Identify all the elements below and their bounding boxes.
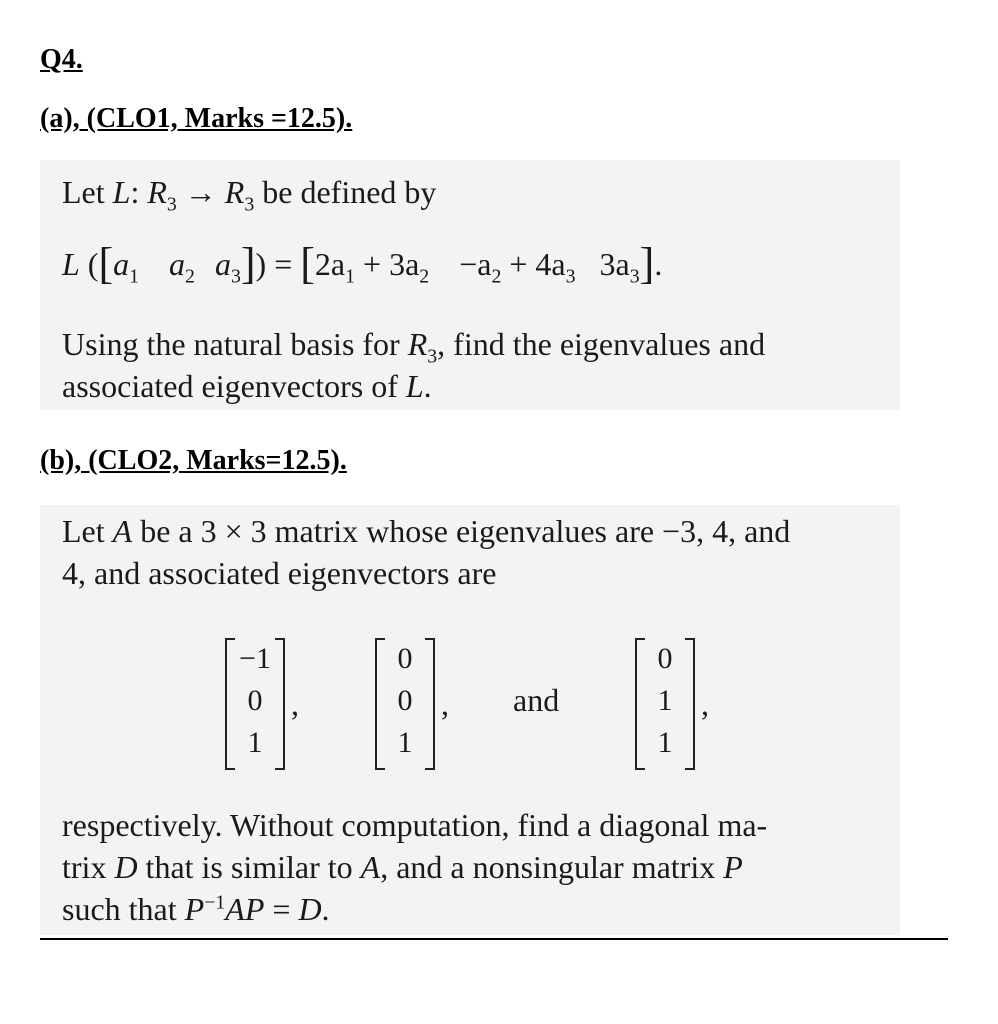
vector-entry: 1 xyxy=(247,726,263,759)
part-b-line-4 xyxy=(62,849,743,886)
term: −a xyxy=(459,246,492,282)
right-bracket xyxy=(425,638,435,770)
eigenvector-2 xyxy=(375,638,435,768)
symbol-A: A xyxy=(360,849,381,885)
text: : xyxy=(130,174,148,210)
vector-entry: 0 xyxy=(397,642,413,675)
term: + 4a xyxy=(501,246,566,282)
text: be a 3 × 3 matrix whose eigenvalues are −3, 4, and xyxy=(132,513,791,549)
term: 2a xyxy=(314,246,346,282)
equals: = xyxy=(264,891,299,927)
subscript: 3 xyxy=(427,345,438,368)
var: a xyxy=(214,246,231,282)
equals: = xyxy=(266,246,301,282)
subscript: 1 xyxy=(129,265,140,288)
part-a-panel xyxy=(40,160,900,410)
bracket: ] xyxy=(639,239,655,288)
vector-entry: −1 xyxy=(239,642,271,675)
part-a-line-4 xyxy=(62,368,432,405)
subscript: 1 xyxy=(345,265,356,288)
var: a xyxy=(169,246,186,282)
right-bracket xyxy=(275,638,285,770)
bracket: [ xyxy=(300,239,315,288)
term: + 3a xyxy=(355,246,420,282)
part-a-line-3 xyxy=(62,326,765,368)
part-b-line-5 xyxy=(62,891,330,928)
part-b-panel xyxy=(40,505,900,935)
var: a xyxy=(113,246,130,282)
comma: , xyxy=(441,686,449,722)
vector-entry: 1 xyxy=(657,726,673,759)
symbol-L: L xyxy=(405,368,424,404)
part-a-heading: (a), (CLO1, Marks =12.5). xyxy=(40,103,353,134)
symbol-D: D xyxy=(114,849,138,885)
part-a-line-1 xyxy=(62,174,436,216)
comma: , xyxy=(291,686,299,722)
symbol-R: R xyxy=(407,326,428,362)
period: . xyxy=(654,246,663,282)
symbol-L: L xyxy=(112,174,131,210)
vector-entry: 1 xyxy=(397,726,413,759)
paren: ( xyxy=(79,246,99,282)
text: Using the natural basis for xyxy=(62,326,408,362)
part-a-equation xyxy=(62,239,663,288)
bracket: [ xyxy=(98,239,114,288)
text: be defined by xyxy=(254,174,437,210)
vector-entry: 0 xyxy=(657,642,673,675)
subscript: 3 xyxy=(244,193,255,216)
bracket: ] xyxy=(240,239,256,288)
symbol-AP: AP xyxy=(225,891,265,927)
arrow: → xyxy=(176,174,225,210)
text: , and a nonsingular matrix xyxy=(380,849,724,885)
eigenvector-list xyxy=(225,638,745,773)
symbol-P: P xyxy=(723,849,743,885)
eigenvector-1 xyxy=(225,638,285,768)
symbol-R: R xyxy=(147,174,167,210)
subscript: 3 xyxy=(565,265,576,288)
paren: ) xyxy=(255,246,267,282)
text: trix xyxy=(62,849,115,885)
symbol-L: L xyxy=(62,246,80,282)
question-number: Q4. xyxy=(40,44,83,75)
text: . xyxy=(423,368,432,404)
vector-entry: 0 xyxy=(247,684,263,717)
right-bracket xyxy=(685,638,695,770)
text: such that xyxy=(62,891,185,927)
subscript: 2 xyxy=(491,265,502,288)
text: , find the eigenvalues and xyxy=(437,326,766,362)
term: 3a xyxy=(599,246,630,282)
symbol-D: D xyxy=(298,891,322,927)
and-label: and xyxy=(513,682,560,718)
part-b-line-3: respectively. Without computation, find a diagonal ma- xyxy=(62,807,768,843)
part-b-line-2: 4, and associated eigenvectors are xyxy=(62,555,497,591)
comma: , xyxy=(701,686,709,722)
vector-entry: 0 xyxy=(397,684,413,717)
symbol-R: R xyxy=(224,174,245,210)
subscript: 3 xyxy=(166,193,177,216)
eigenvector-3 xyxy=(635,638,695,768)
subscript: 2 xyxy=(185,265,195,288)
subscript: 3 xyxy=(629,265,640,288)
vector-entry: 1 xyxy=(657,684,673,717)
period: . xyxy=(321,891,330,927)
part-b-heading: (b), (CLO2, Marks=12.5). xyxy=(40,445,347,476)
superscript: −1 xyxy=(204,891,226,914)
subscript: 3 xyxy=(230,265,241,288)
symbol-P: P xyxy=(184,891,205,927)
subscript: 2 xyxy=(419,265,430,288)
text: Let xyxy=(62,513,113,549)
bottom-rule xyxy=(40,938,948,940)
text: Let xyxy=(62,174,113,210)
text: associated eigenvectors of xyxy=(62,368,406,404)
symbol-A: A xyxy=(112,513,133,549)
text: that is similar to xyxy=(137,849,361,885)
part-b-line-1 xyxy=(62,513,790,550)
